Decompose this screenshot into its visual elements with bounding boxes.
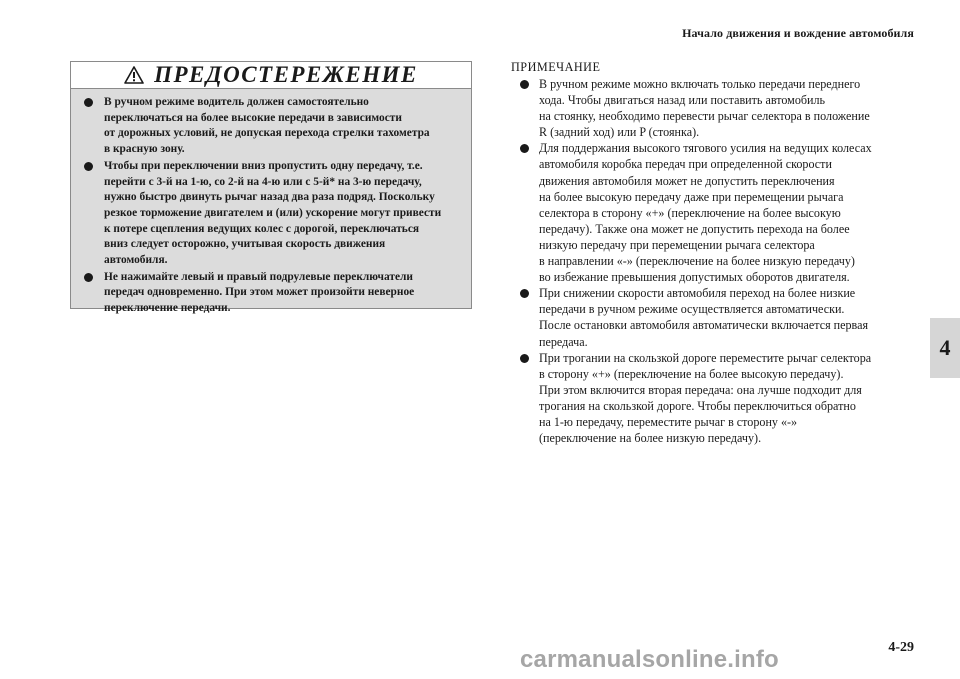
text-line: автомобиля. xyxy=(104,254,168,267)
text-line: резкое торможение двигателем и (или) ускорение могут привести xyxy=(104,206,442,219)
warning-box xyxy=(70,61,472,315)
text-line: передачи в ручном режиме осуществляется автоматически. xyxy=(539,302,845,317)
text-line: хода. Чтобы двигаться назад или поставить автомобиль xyxy=(539,93,826,108)
text-line: на более высокую передачу даже при перемещении рычага xyxy=(539,189,844,204)
note-item xyxy=(520,76,872,140)
text-line: При трогании на скользкой дороге переместите рычаг селектора xyxy=(539,350,872,365)
warning-item xyxy=(83,159,463,269)
text-line: После остановки автомобиля автоматически включается первая xyxy=(539,318,869,333)
note-title: ПРИМЕЧАНИЕ xyxy=(511,60,601,74)
text-line: в красную зону. xyxy=(104,143,185,156)
text-line: в направлении «-» (переключение на более низкую передачу) xyxy=(539,254,855,269)
text-line: во избежание превышения допустимых оборотов двигателя. xyxy=(539,270,850,285)
note-list xyxy=(520,76,872,446)
text-line: переключаться на более высокие передачи в зависимости xyxy=(104,111,402,124)
page-number: 4-29 xyxy=(888,640,914,655)
bullet-icon xyxy=(520,289,529,298)
bullet-icon xyxy=(520,144,529,153)
text-line: низкую передачу при перемещении рычага селектора xyxy=(539,237,815,252)
text-line: В ручном режиме можно включать только передачи переднего xyxy=(539,77,861,91)
text-line: селектора в сторону «+» (переключение на более высокую xyxy=(539,205,841,220)
text-line: вниз следует осторожно, учитывая скорость движения xyxy=(104,238,386,251)
note-item xyxy=(520,350,872,447)
text-line: нужно быстро двинуть рычаг назад два раза подряд. Поскольку xyxy=(104,191,435,204)
warning-item xyxy=(83,270,463,317)
text-line: автомобиля коробка передач при определенной скорости xyxy=(539,157,832,172)
text-line: на 1-ю передачу, переместите рычаг в сторону «-» xyxy=(539,414,798,429)
text-line: передачу). Также она может не допустить перехода на более xyxy=(539,221,850,236)
text-line: к потере сцепления ведущих колес с дорогой, переключаться xyxy=(104,222,420,235)
bullet-icon xyxy=(84,162,93,171)
warning-title: ПРЕДОСТЕРЕЖЕНИЕ xyxy=(154,62,418,87)
watermark: carmanualsonline.info xyxy=(520,646,779,673)
text-line: от дорожных условий, не допуская перехода стрелки тахометра xyxy=(104,127,430,140)
note-item xyxy=(520,140,872,285)
text-line: переключение передачи. xyxy=(104,302,231,315)
warning-title-bar xyxy=(71,62,471,89)
text-line: При этом включится вторая передача: она лучше подходит для xyxy=(539,382,862,397)
text-line: в сторону «+» (переключение на более высокую передачу). xyxy=(539,366,844,381)
bullet-icon xyxy=(84,98,93,107)
note-item xyxy=(520,285,872,349)
section-tab xyxy=(930,318,960,378)
bullet-icon xyxy=(520,354,529,363)
warning-triangle-icon xyxy=(124,66,144,84)
bullet-icon xyxy=(520,80,529,89)
text-line: передача. xyxy=(539,334,588,349)
text-line: Для поддержания высокого тягового усилия на ведущих колесах xyxy=(539,141,872,156)
text-line: движения автомобиля может не допустить переключения xyxy=(539,173,835,188)
text-line: При снижении скорости автомобиля переход на более низкие xyxy=(539,286,856,301)
text-line: на стоянку, необходимо перевести рычаг селектора в положение xyxy=(539,109,870,124)
running-header: Начало движения и вождение автомобиля xyxy=(682,26,914,40)
text-line: трогания на скользкой дороге. Чтобы переключиться обратно xyxy=(539,398,856,413)
warning-list xyxy=(71,89,471,317)
text-line: Не нажимайте левый и правый подрулевые переключатели xyxy=(104,270,413,283)
warning-item xyxy=(83,95,463,158)
text-line: перейти с 3-й на 1-ю, со 2-й на 4-ю или с 5-й* на 3-ю передачу, xyxy=(104,175,422,188)
text-line: R (задний ход) или P (стоянка). xyxy=(539,125,700,140)
text-line: (переключение на более низкую передачу). xyxy=(539,431,762,446)
text-line: Чтобы при переключении вниз пропустить одну передачу, т.е. xyxy=(104,159,423,172)
section-tab-number: 4 xyxy=(939,335,951,360)
bullet-icon xyxy=(84,273,93,282)
text-line: В ручном режиме водитель должен самостоятельно xyxy=(104,96,369,108)
text-line: передач одновременно. При этом может произойти неверное xyxy=(104,286,415,299)
